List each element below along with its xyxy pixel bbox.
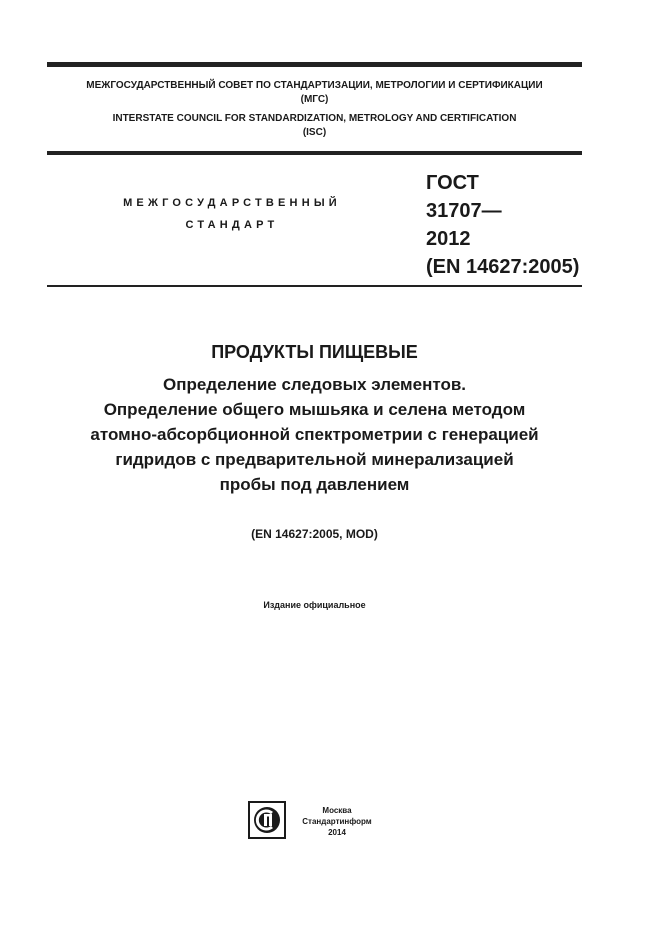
standard-kind-line-2: СТАНДАРТ	[185, 219, 279, 231]
council-en-text: INTERSTATE COUNCIL FOR STANDARDIZATION, METROLOGY AND CERTIFICATION	[112, 113, 517, 124]
council-ru-abbr: (МГС)	[300, 94, 329, 105]
subtitle-line: Определение общего мышьяка и селена методом	[103, 400, 526, 419]
council-en-abbr: (ISC)	[302, 127, 327, 138]
document-title: ПРОДУКТЫ ПИЩЕВЫЕ	[211, 342, 418, 362]
equivalence-note: (EN 14627:2005, MOD)	[251, 527, 378, 541]
standard-kind	[47, 192, 417, 236]
designation-line-2: 31707—	[426, 200, 502, 222]
publisher-city: Москва	[322, 806, 352, 815]
subtitle-line: гидридов с предварительной минерализацией	[115, 450, 514, 469]
subtitle-line: пробы под давлением	[219, 475, 410, 494]
council-name-en	[47, 112, 582, 140]
standard-kind-line-1: МЕЖГОСУДАРСТВЕННЫЙ	[123, 197, 341, 209]
council-ru-text: МЕЖГОСУДАРСТВЕННЫЙ СОВЕТ ПО СТАНДАРТИЗАЦИИ, МЕТРОЛОГИИ И СЕРТИФИКАЦИИ	[86, 80, 543, 91]
standartinform-logo-icon	[248, 801, 286, 839]
council-name-ru	[47, 79, 582, 107]
document-subtitle	[47, 372, 582, 497]
designation-line-4: (EN 14627:2005)	[426, 256, 580, 278]
edition-note: Издание официальное	[263, 600, 366, 610]
standard-designation	[426, 169, 586, 281]
top-rule	[47, 62, 582, 67]
publisher-name: Стандартинформ	[302, 817, 372, 826]
designation-line-3: 2012	[426, 228, 471, 250]
designation-line-1: ГОСТ	[426, 172, 479, 194]
subtitle-line: атомно-абсорбционной спектрометрии с генерацией	[90, 425, 539, 444]
middle-rule	[47, 151, 582, 155]
publisher-info	[292, 805, 382, 838]
subtitle-line: Определение следовых элементов.	[162, 375, 467, 394]
publication-year: 2014	[328, 828, 346, 837]
bottom-rule	[47, 285, 582, 287]
